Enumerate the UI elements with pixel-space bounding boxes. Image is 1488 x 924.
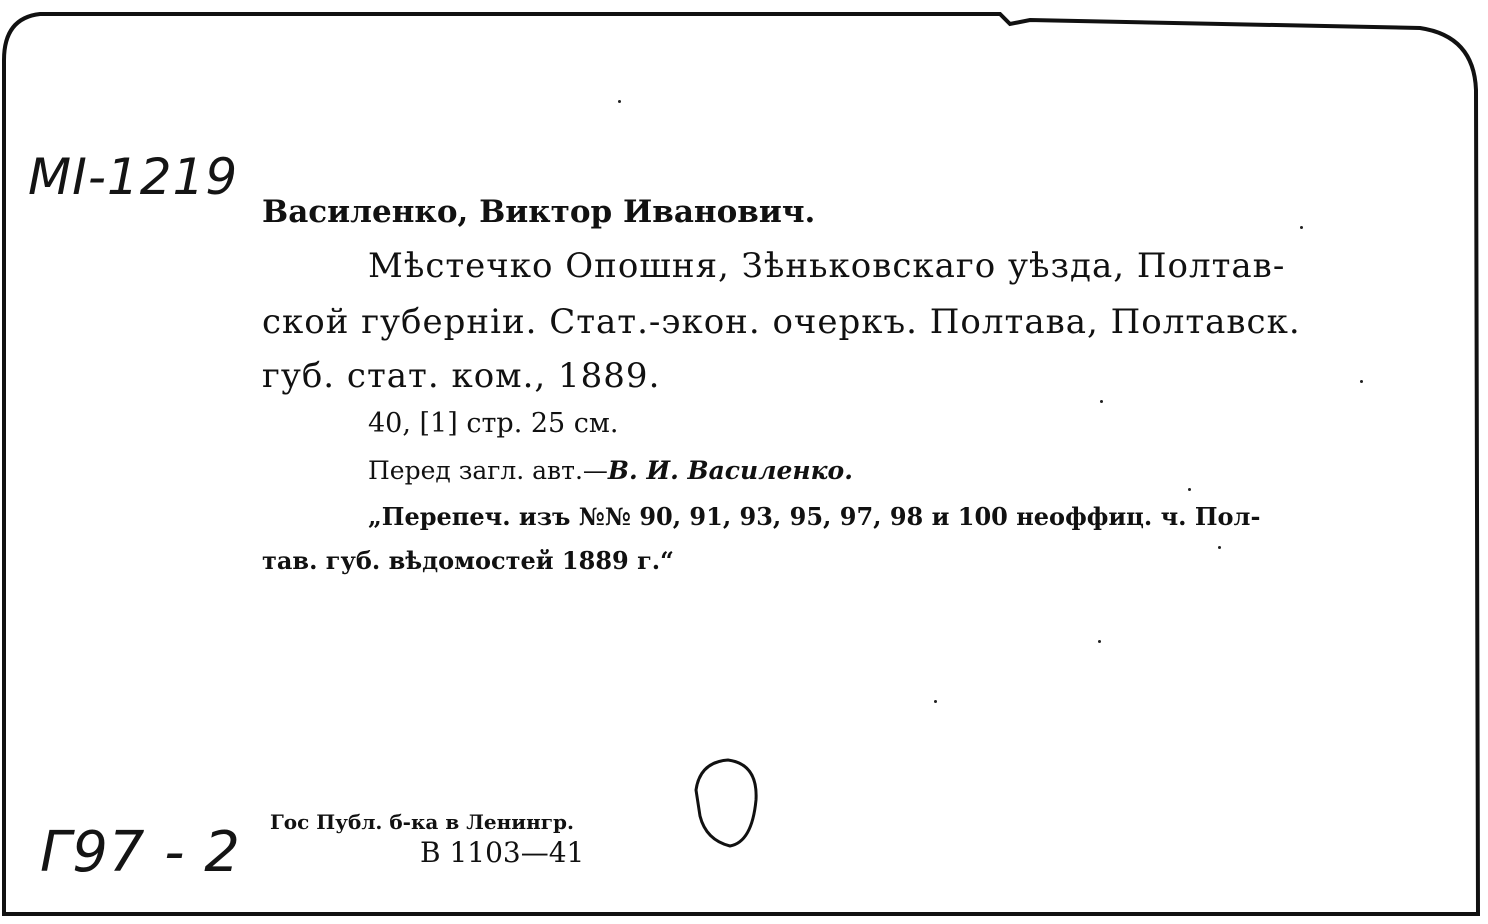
- speck: [934, 700, 937, 703]
- stamp-circle-mark: [696, 760, 756, 846]
- title-line-3: губ. стат. ком., 1889.: [262, 356, 661, 396]
- speck: [1218, 546, 1221, 549]
- title-line-2: ской губерніи. Стат.-экон. очеркъ. Полтава, Полтавск.: [262, 302, 1301, 342]
- speck: [1100, 400, 1103, 403]
- author-note-name: В. И. Василенко.: [607, 456, 853, 485]
- speck: [618, 100, 621, 103]
- author-note: [368, 456, 853, 485]
- library-stamp: Гос Публ. б-ка в Ленингр.: [270, 810, 574, 834]
- inventory-mark: Г97 - 2: [40, 820, 241, 885]
- title-line-1: Мѣстечко Опошня, Зѣньковскаго уѣзда, Полтав-: [368, 246, 1286, 286]
- speck: [1360, 380, 1363, 383]
- collation: 40, [1] стр. 25 см.: [368, 408, 619, 439]
- call-number: MI-1219: [28, 148, 239, 206]
- author-heading: Василенко, Виктор Иванович.: [262, 194, 816, 230]
- speck: [1188, 488, 1191, 491]
- speck: [1300, 226, 1303, 229]
- reprint-line-1: „Перепеч. изъ №№ 90, 91, 93, 95, 97, 98 и 100 неоффиц. ч. Пол-: [368, 502, 1261, 531]
- author-note-prefix: Перед загл. авт.—: [368, 456, 608, 485]
- reprint-line-2: тав. губ. вѣдомостей 1889 г.“: [262, 546, 674, 575]
- stamp-code: B 1103—41: [420, 836, 585, 869]
- speck: [1098, 640, 1101, 643]
